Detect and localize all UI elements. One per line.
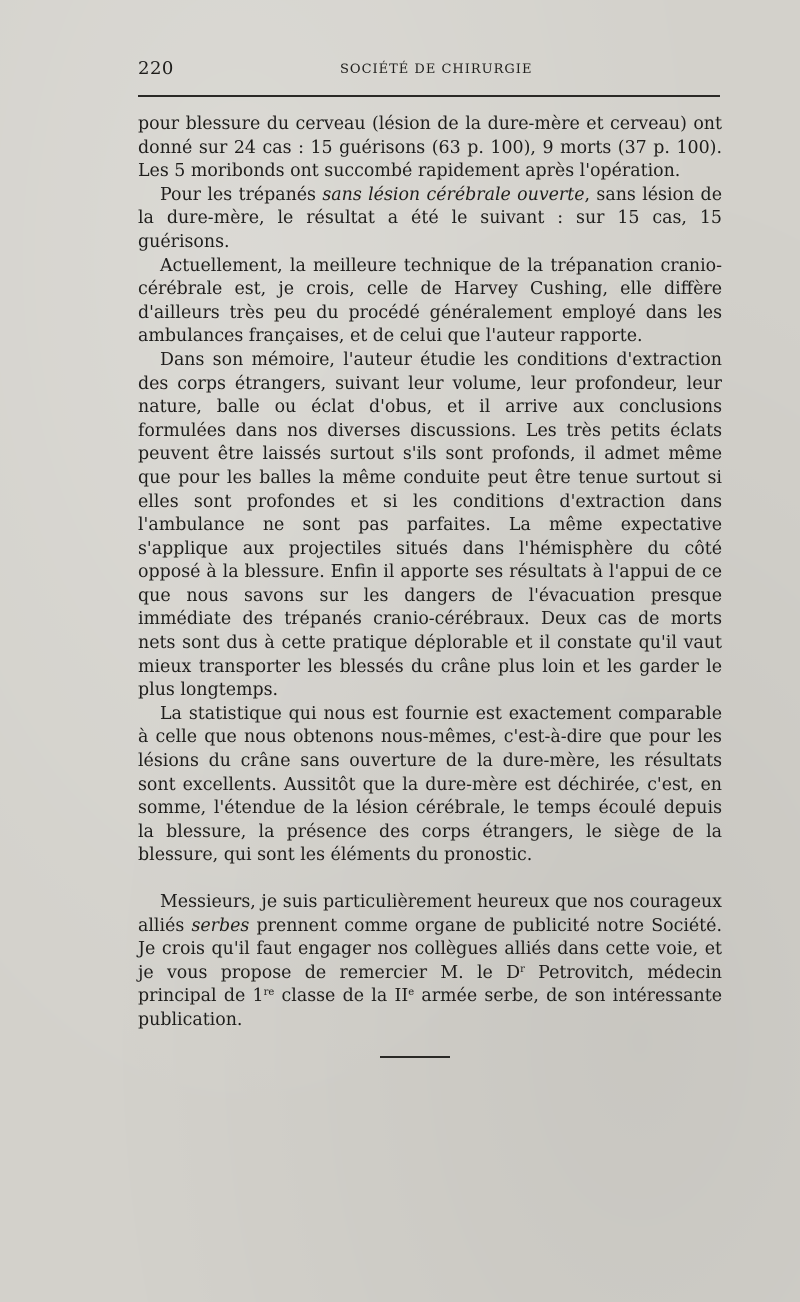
italic-word: serbes — [191, 915, 250, 936]
paragraph-results-brain: pour blessure du cerveau (lésion de la dure-mère et cerveau) ont donné sur 24 cas : 15 guérisons (63 p. 100), 9 morts (37 p. 100). Les 5 moribonds ont succombé rapidement après l'opération. — [138, 114, 722, 182]
paragraph-text: , sans lésion de la dure-mère, le résultat a été le suivant : sur 15 cas, 15 guérisons. — [138, 184, 722, 252]
paragraph-text: prennent comme organe de publicité notre Société. Je crois qu'il faut engager nos collègues alliés dans cette voie, et je vous propose de remercier M. le D — [138, 915, 722, 983]
superscript: r — [520, 963, 525, 975]
paragraph-spacer — [138, 868, 722, 891]
paragraph-text: armée serbe, de son intéressante publication. — [138, 986, 722, 1030]
header-rule — [138, 95, 720, 97]
paragraph-text: Messieurs, je suis particulièrement heureux que nos courageux alliés — [138, 892, 722, 936]
superscript: e — [408, 987, 415, 999]
paragraph-results-no-lesion — [138, 184, 722, 255]
paragraph-statistics: La statistique qui nous est fournie est exactement comparable à celle que nous obtenons nous-mêmes, c'est-à-dire que pour les lésions du crâne sans ouverture de la dure-mère, les résultats sont excellents. Aussitôt que la dure-mère est déchirée, c'est, en somme, l'étendue de la lésion cérébrale, le temps écoulé depuis la blessure, la présence des corps étrangers, le siège de la blessure, qui sont les éléments du pronostic. — [138, 703, 722, 866]
paragraph-conclusion — [138, 891, 722, 1033]
paragraph-text: Pour les trépanés — [160, 184, 323, 205]
italic-phrase: sans lésion cérébrale ouverte — [322, 184, 585, 205]
page-header — [136, 58, 720, 84]
superscript: re — [263, 987, 275, 999]
paragraph-foreign-bodies: Dans son mémoire, l'auteur étudie les conditions d'extraction des corps étrangers, suivant leur volume, leur profondeur, leur nature, balle ou éclat d'obus, et il arrive aux conclusions formulées dans nos diverses discussions. Les très petits éclats peuvent être laissés surtout s'ils sont profonds, il admet même que pour les balles la même conduite peut être tenue surtout si elles sont profondes et si les conditions d'extraction dans l'ambulance ne sont pas parfaites. La même expectative s'applique aux projectiles situés dans l'hémisphère du côté opposé à la blessure. Enfin il apporte ses résultats à l'appui de ce que nous savons sur les dangers de l'évacuation presque immédiate des trépanés cranio-cérébraux. Deux cas de morts nets sont dus à cette pratique déplorable et il constate qu'il vaut mieux transporter les blessés du crâne plus loin et les garder le plus longtemps. — [138, 349, 722, 701]
page-number: 220 — [138, 58, 174, 79]
running-head: SOCIÉTÉ DE CHIRURGIE — [340, 62, 533, 77]
paragraph-technique: Actuellement, la meilleure technique de la trépanation cranio-cérébrale est, je crois, celle de Harvey Cushing, elle diffère d'ailleurs très peu du procédé généralement employé dans les ambulances françaises, et de celui que l'auteur rapporte. — [138, 255, 722, 347]
body-text — [138, 113, 722, 1033]
paragraph-text: Petrovitch, médecin principal de 1 — [138, 962, 723, 1007]
end-rule — [380, 1056, 450, 1058]
paragraph-text: classe de la II — [274, 986, 409, 1007]
